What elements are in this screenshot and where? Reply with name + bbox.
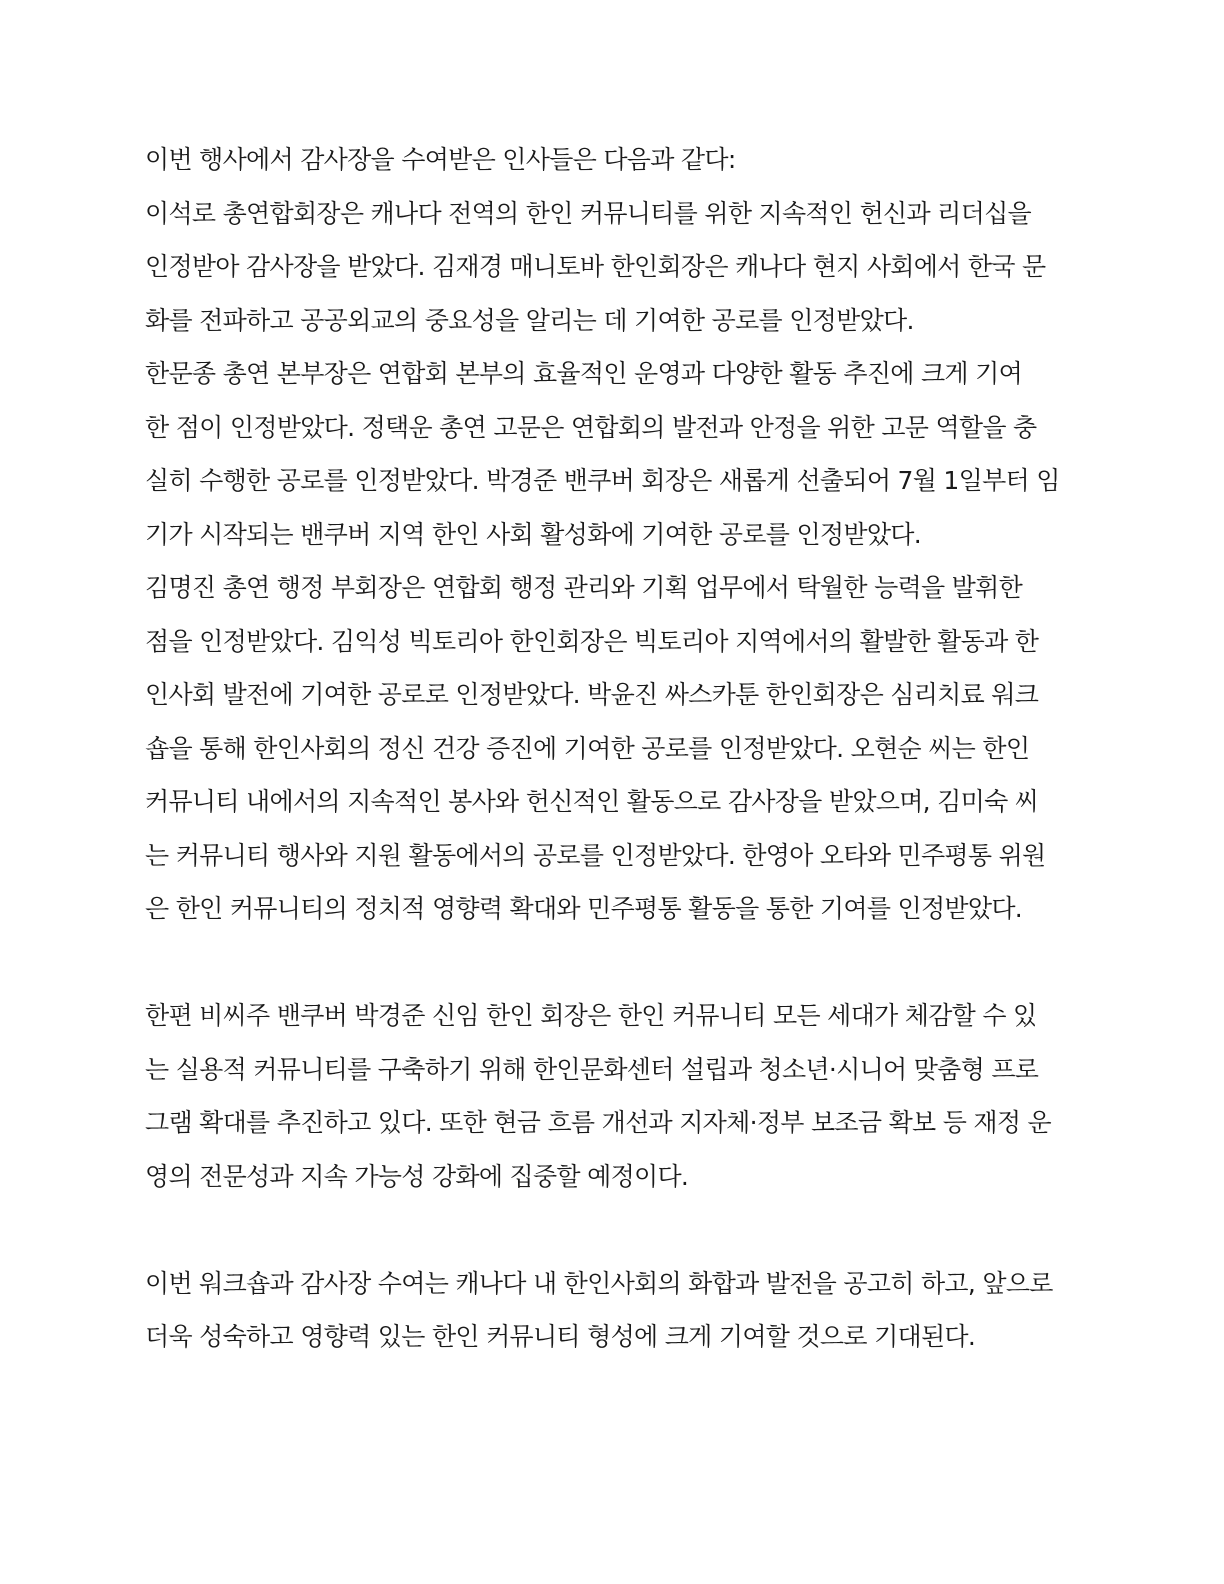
text-line: 실히 수행한 공로를 인정받았다. 박경준 밴쿠버 회장은 새롭게 선출되어 7월 1일부터 임 <box>145 466 1060 495</box>
text-line: 더욱 성숙하고 영향력 있는 한인 커뮤니티 형성에 크게 기여할 것으로 기대된다. <box>145 1322 976 1351</box>
text-line: 그램 확대를 추진하고 있다. 또한 현금 흐름 개선과 지자체·정부 보조금 확보 등 재정 운 <box>145 1108 1052 1137</box>
text-line: 커뮤니티 내에서의 지속적인 봉사와 헌신적인 활동으로 감사장을 받았으며, 김미숙 씨 <box>145 787 1039 816</box>
text-line: 영의 전문성과 지속 가능성 강화에 집중할 예정이다. <box>145 1161 689 1191</box>
text-line: 인정받아 감사장을 받았다. 김재경 매니토바 한인회장은 캐나다 현지 사회에서 한국 문 <box>145 252 1046 281</box>
text-line: 한편 비씨주 밴쿠버 박경준 신임 한인 회장은 한인 커뮤니티 모든 세대가 체감할 수 있 <box>145 1001 1037 1030</box>
text-line: 은 한인 커뮤니티의 정치적 영향력 확대와 민주평통 활동을 통한 기여를 인정받았다. <box>145 894 1023 923</box>
text-line: 이석로 총연합회장은 캐나다 전역의 한인 커뮤니티를 위한 지속적인 헌신과 리더십을 <box>145 198 1031 228</box>
text-line: 한문종 총연 본부장은 연합회 본부의 효율적인 운영과 다양한 활동 추진에 크게 기여 <box>145 359 1023 388</box>
text-line: 기가 시작되는 밴쿠버 지역 한인 사회 활성화에 기여한 공로를 인정받았다. <box>145 519 921 549</box>
text-line: 화를 전파하고 공공외교의 중요성을 알리는 데 기여한 공로를 인정받았다. <box>145 305 914 335</box>
text-line: 이번 워크숍과 감사장 수여는 캐나다 내 한인사회의 화합과 발전을 공고히 하고, 앞으로 <box>145 1268 1053 1298</box>
text-line: 는 커뮤니티 행사와 지원 활동에서의 공로를 인정받았다. 한영아 오타와 민주평통 위원 <box>145 840 1046 870</box>
text-line: 숍을 통해 한인사회의 정신 건강 증진에 기여한 공로를 인정받았다. 오현순 씨는 한인 <box>145 733 1030 763</box>
paragraph-gap <box>145 944 1080 998</box>
text-line: 이번 행사에서 감사장을 수여받은 인사들은 다음과 같다: <box>145 145 736 174</box>
text-line: 점을 인정받았다. 김익성 빅토리아 한인회장은 빅토리아 지역에서의 활발한 활동과 한 <box>145 626 1039 656</box>
text-line: 인사회 발전에 기여한 공로로 인정받았다. 박윤진 싸스카툰 한인회장은 심리치료 워크 <box>145 680 1039 709</box>
text-line: 는 실용적 커뮤니티를 구축하기 위해 한인문화센터 설립과 청소년·시니어 맞춤형 프로 <box>145 1054 1039 1084</box>
text-line: 김명진 총연 행정 부회장은 연합회 행정 관리와 기획 업무에서 탁월한 능력을 발휘한 <box>145 573 1023 602</box>
article-body <box>145 141 1080 1372</box>
text-line: 한 점이 인정받았다. 정택운 총연 고문은 연합회의 발전과 안정을 위한 고문 역할을 충 <box>145 412 1037 442</box>
paragraph-gap <box>145 1211 1080 1265</box>
